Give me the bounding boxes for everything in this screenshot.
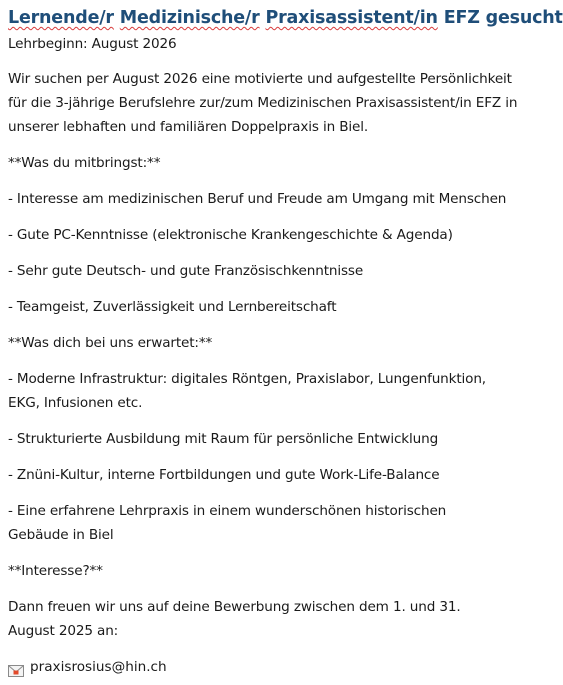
apply-paragraph: [8, 595, 539, 643]
intro-line: für die 3-jährige Berufslehre zur/zum Medizinischen Praxisassistent/in EFZ in: [8, 95, 518, 111]
envelope-icon: [8, 661, 24, 673]
title-word-praxisassistent: Praxisassistent/in: [265, 8, 438, 28]
expect-item-building: [8, 499, 539, 547]
expect-item-line: - Eine erfahrene Lehrpraxis in einem wunderschönen historischen: [8, 503, 447, 519]
intro-paragraph: [8, 67, 539, 139]
expect-item-infrastructure: [8, 367, 539, 415]
expect-item-training: - Strukturierte Ausbildung mit Raum für persönliche Entwicklung: [8, 431, 439, 447]
intro-line: Wir suchen per August 2026 eine motivierte und aufgestellte Persönlichkeit: [8, 71, 512, 87]
start-date: Lehrbeginn: August 2026: [8, 36, 177, 52]
posting-title: [8, 6, 563, 30]
apply-line: August 2025 an:: [8, 623, 119, 639]
bring-item: - Sehr gute Deutsch- und gute Französischkenntnisse: [8, 263, 364, 279]
title-word-gesucht: gesucht: [485, 8, 563, 28]
title-word-medizinische: Medizinische/r: [119, 8, 260, 28]
expect-item-line: - Moderne Infrastruktur: digitales Röntgen, Praxislabor, Lungenfunktion,: [8, 371, 486, 387]
section-heading-expect: **Was dich bei uns erwartet:**: [8, 335, 213, 351]
title-word-efz: EFZ: [443, 8, 480, 28]
bring-item: - Interesse am medizinischen Beruf und Freude am Umgang mit Menschen: [8, 191, 507, 207]
interest-heading: **Interesse?**: [8, 563, 103, 579]
apply-line: Dann freuen wir uns auf deine Bewerbung zwischen dem 1. und 31.: [8, 599, 461, 615]
section-heading-bring: **Was du mitbringst:**: [8, 155, 161, 171]
email-link[interactable]: praxisrosius@hin.ch: [30, 659, 167, 675]
bring-item: - Teamgeist, Zuverlässigkeit und Lernbereitschaft: [8, 299, 337, 315]
contact-email-row: [8, 655, 539, 679]
title-word-lernende: Lernende/r: [8, 8, 114, 28]
bring-item: - Gute PC-Kenntnisse (elektronische Krankengeschichte & Agenda): [8, 227, 453, 243]
intro-line: unserer lebhaften und familiären Doppelpraxis in Biel.: [8, 119, 369, 135]
expect-item-culture: - Znüni-Kultur, interne Fortbildungen und gute Work-Life-Balance: [8, 467, 440, 483]
expect-item-line: EKG, Infusionen etc.: [8, 395, 143, 411]
expect-item-line: Gebäude in Biel: [8, 527, 114, 543]
